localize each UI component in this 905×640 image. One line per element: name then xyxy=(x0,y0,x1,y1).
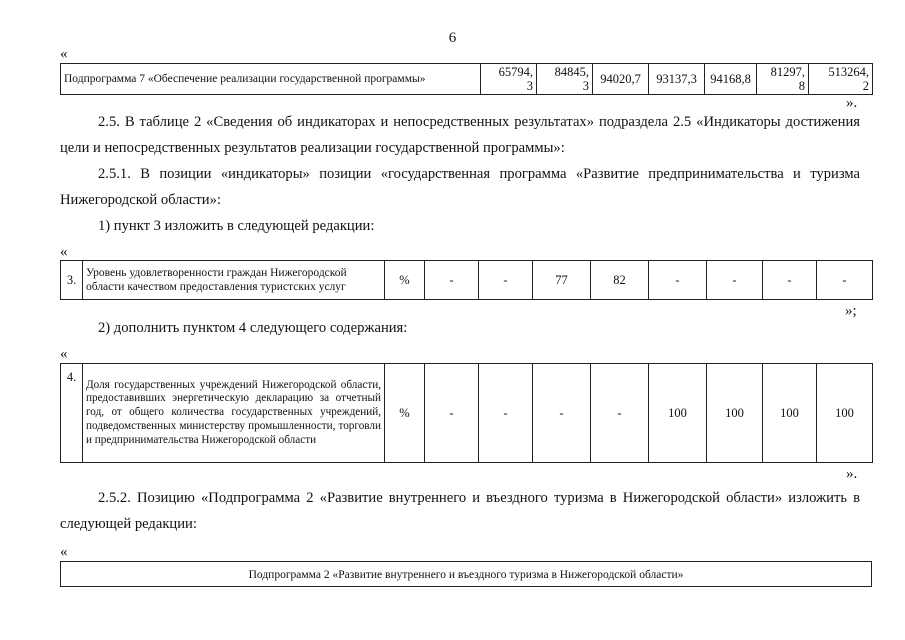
unit-cell: % xyxy=(385,261,425,300)
paragraph-2-5: 2.5. В таблице 2 «Сведения об индикаторах и непосредственных результатах» подраздела 2.5 «Индикаторы достижения цели и непосредственных результатов реализации государственной программы»: xyxy=(60,114,860,156)
indicator-4-table xyxy=(60,363,873,463)
value-cell: 84845, 3 xyxy=(537,64,593,95)
item-2: 2) дополнить пунктом 4 следующего содержания: xyxy=(98,320,408,336)
indicator-3-table xyxy=(60,260,873,300)
value-cell: 94020,7 xyxy=(593,64,649,95)
value-cell: - xyxy=(649,261,707,300)
close-quote: »; xyxy=(845,303,857,319)
value-cell: 93137,3 xyxy=(649,64,705,95)
close-quote: ». xyxy=(846,466,858,482)
subprogram7-table xyxy=(60,63,873,95)
value-cell: 77 xyxy=(533,261,591,300)
value-cell: - xyxy=(479,364,533,463)
value-cell: 513264, 2 xyxy=(809,64,873,95)
open-quote: « xyxy=(60,544,68,560)
value-cell: 81297, 8 xyxy=(757,64,809,95)
subprogram2-row: Подпрограмма 2 «Развитие внутреннего и въездного туризма в Нижегородской области» xyxy=(60,561,872,587)
value-cell: - xyxy=(533,364,591,463)
page-number: 6 xyxy=(448,30,457,46)
value-cell: - xyxy=(591,364,649,463)
value-cell: - xyxy=(763,261,817,300)
subprogram7-label: Подпрограмма 7 «Обеспечение реализации государственной программы» xyxy=(61,64,481,95)
unit-cell: % xyxy=(385,364,425,463)
value-cell: - xyxy=(425,261,479,300)
open-quote: « xyxy=(60,46,68,62)
table-row xyxy=(61,364,873,463)
value-cell: 100 xyxy=(707,364,763,463)
row-number: 4. xyxy=(61,364,83,463)
open-quote: « xyxy=(60,346,68,362)
value-cell: 82 xyxy=(591,261,649,300)
open-quote: « xyxy=(60,244,68,260)
value-cell: - xyxy=(817,261,873,300)
row-number: 3. xyxy=(61,261,83,300)
value-cell: - xyxy=(707,261,763,300)
value-cell: 100 xyxy=(763,364,817,463)
paragraph-2-5-1: 2.5.1. В позиции «индикаторы» позиции «государственная программа «Развитие предпринимательства и туризма Нижегородской области»: xyxy=(60,166,860,208)
indicator-text: Доля государственных учреждений Нижегородской области, предоставивших энергетическую декларацию за отчетный год, от общего количества государственных учреждений, подведомственных министерству промышленности, торговли и предпринимательства Нижегородской области xyxy=(83,364,385,463)
close-quote: ». xyxy=(846,95,858,111)
value-cell: 100 xyxy=(817,364,873,463)
value-cell: - xyxy=(425,364,479,463)
value-cell: - xyxy=(479,261,533,300)
indicator-text: Уровень удовлетворенности граждан Нижегородской области качеством предоставления туристских услуг xyxy=(83,261,385,300)
paragraph-2-5-2: 2.5.2. Позицию «Подпрограмма 2 «Развитие внутреннего и въездного туризма в Нижегородской области» изложить в следующей редакции: xyxy=(60,490,860,532)
table-row xyxy=(61,64,873,95)
table-row xyxy=(61,261,873,300)
value-cell: 65794, 3 xyxy=(481,64,537,95)
value-cell: 94168,8 xyxy=(705,64,757,95)
value-cell: 100 xyxy=(649,364,707,463)
item-1: 1) пункт 3 изложить в следующей редакции: xyxy=(98,218,375,234)
